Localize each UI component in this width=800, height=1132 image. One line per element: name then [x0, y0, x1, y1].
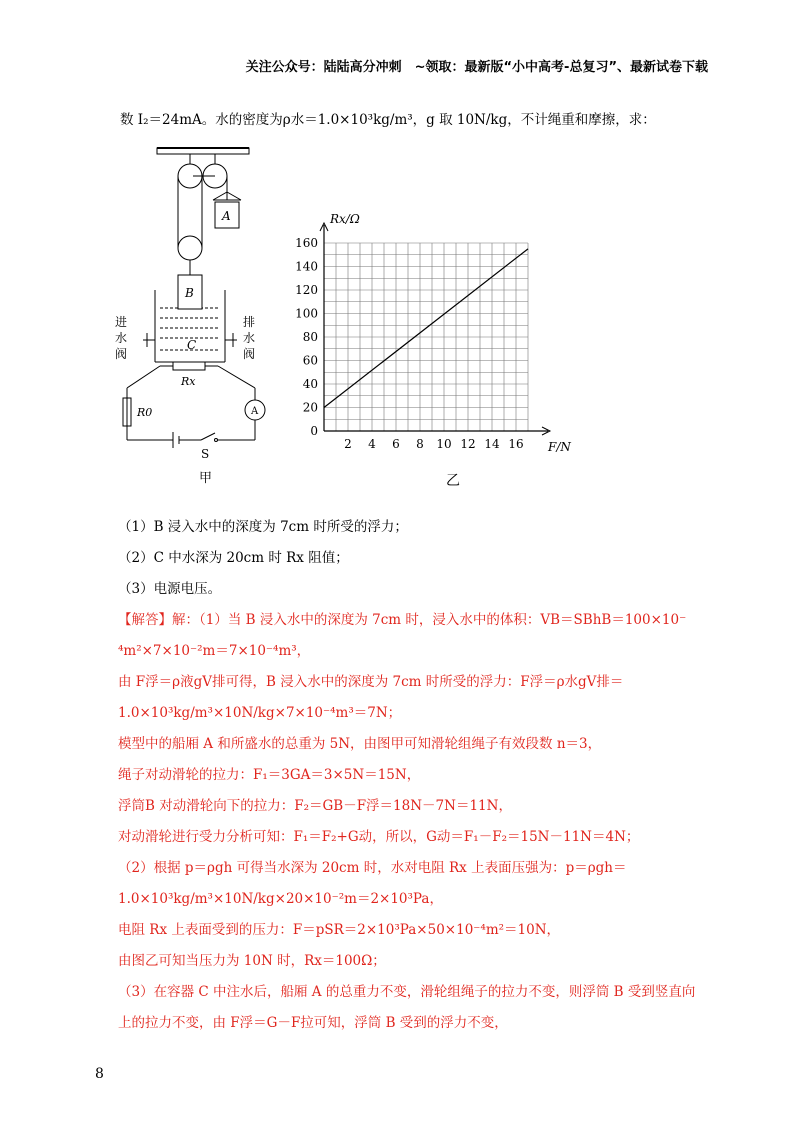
answer-text: 解：（1）当 B 浸入水中的深度为 7cm 时，浸入水中的体积：VB＝SBhB＝100×10⁻	[172, 612, 687, 628]
svg-text:水: 水	[115, 331, 128, 345]
y-tick-label: 40	[302, 377, 318, 391]
x-tick-label: 2	[344, 437, 352, 451]
answer-line-5: 模型中的船厢 A 和所盛水的总重为 5N，由图甲可知滑轮组绳子有效段数 n＝3，	[118, 736, 602, 752]
label-b: B	[185, 286, 194, 300]
x-tick-label: 16	[508, 437, 524, 451]
problem-intro: 数 I₂＝24mA。水的密度为ρ水＝1.0×10³kg/m³，g 取 10N/kg，不计绳重和摩擦，求：	[120, 112, 656, 128]
answer-line-3: 由 F浮＝ρ液gV排可得，B 浸入水中的深度为 7cm 时所受的浮力：F浮＝ρ水gV排＝	[118, 674, 624, 690]
svg-text:阀: 阀	[115, 347, 128, 361]
answer-tag: 【解答】	[118, 612, 172, 628]
answer-line-11: 电阻 Rx 上表面受到的压力：F＝pSR＝2×10³Pa×50×10⁻⁴m²＝10N，	[118, 922, 561, 938]
question-2: （2）C 中水深为 20cm 时 Rx 阻值；	[118, 550, 349, 566]
page-header: 关注公众号：陆陆高分冲刺 ~领取：最新版“小中高考-总复习”、最新试卷下载	[245, 60, 708, 75]
svg-text:排: 排	[243, 315, 256, 329]
x-tick-label: 12	[460, 437, 476, 451]
pulley-system	[178, 154, 241, 275]
y-tick-label: 0	[310, 424, 318, 438]
label-a: A	[222, 209, 231, 223]
answer-line-8: 对动滑轮进行受力分析可知：F₁＝F₂+G动，所以，G动＝F₁－F₂＝15N－11N＝4N；	[118, 829, 640, 845]
x-tick-label: 14	[484, 437, 500, 451]
label-ammeter: A	[251, 406, 259, 417]
y-tick-label: 160	[295, 236, 318, 250]
ceiling	[157, 148, 249, 154]
answer-line-1	[118, 608, 712, 628]
y-tick-label: 80	[302, 330, 318, 344]
svg-text:水: 水	[243, 331, 256, 345]
chart-caption: 乙	[446, 473, 460, 489]
figure-a-caption: 甲	[199, 471, 213, 486]
chart-rx-vs-force	[295, 205, 588, 495]
x-tick-label: 6	[392, 437, 400, 451]
chart-tick-labels	[295, 236, 524, 451]
y-tick-label: 60	[302, 353, 318, 368]
question-3: （3）电源电压。	[118, 581, 222, 597]
answer-line-4: 1.0×10³kg/m³×10N/kg×7×10⁻⁴m³＝7N；	[118, 705, 402, 721]
answer-line-2: ⁴m²×7×10⁻²m＝7×10⁻⁴m³，	[118, 643, 311, 659]
figure-apparatus	[105, 140, 275, 490]
y-tick-label: 100	[295, 306, 318, 321]
answer-line-12: 由图乙可知当压力为 10N 时，Rx＝100Ω；	[118, 953, 386, 969]
resistor-rx	[173, 362, 205, 370]
answer-line-13: （3）在容器 C 中注水后，船厢 A 的总重力不变，滑轮组绳子的拉力不变，则浮筒 B 受到竖直向	[118, 984, 696, 1000]
label-c: C	[187, 338, 197, 352]
inlet-valve-label	[115, 314, 127, 361]
x-tick-label: 10	[436, 437, 452, 451]
answer-line-9: （2）根据 p＝ρgh 可得当水深为 20cm 时，水对电阻 Rx 上表面压强为：p＝ρgh＝	[118, 860, 627, 876]
answer-line-7: 浮筒B 对动滑轮向下的拉力：F₂＝GB－F浮＝18N－7N＝11N，	[118, 798, 512, 814]
label-switch: S	[201, 447, 210, 461]
label-rx: Rx	[181, 375, 196, 388]
label-r0: R0	[137, 406, 153, 419]
y-tick-label: 140	[295, 259, 318, 274]
answer-line-10: 1.0×10³kg/m³×10N/kg×20×10⁻²m＝2×10³Pa，	[118, 891, 443, 907]
outlet-valve-label	[243, 314, 255, 361]
page-number: 8	[95, 1066, 104, 1082]
svg-text:阀: 阀	[243, 347, 256, 361]
x-tick-label: 8	[416, 437, 424, 451]
chart-x-label: F/N	[548, 440, 571, 454]
svg-text:进: 进	[115, 315, 128, 329]
chart-y-label: Rx/Ω	[330, 212, 360, 226]
question-1: （1）B 浸入水中的深度为 7cm 时所受的浮力；	[118, 519, 408, 535]
answer-line-6: 绳子对动滑轮的拉力：F₁＝3GA＝3×5N＝15N，	[118, 767, 421, 783]
y-tick-label: 120	[295, 283, 318, 297]
chart-grid	[324, 243, 528, 431]
y-tick-label: 20	[302, 400, 318, 415]
answer-line-14: 上的拉力不变，由 F浮＝G－F拉可知，浮筒 B 受到的浮力不变，	[118, 1015, 508, 1031]
x-tick-label: 4	[368, 437, 376, 451]
